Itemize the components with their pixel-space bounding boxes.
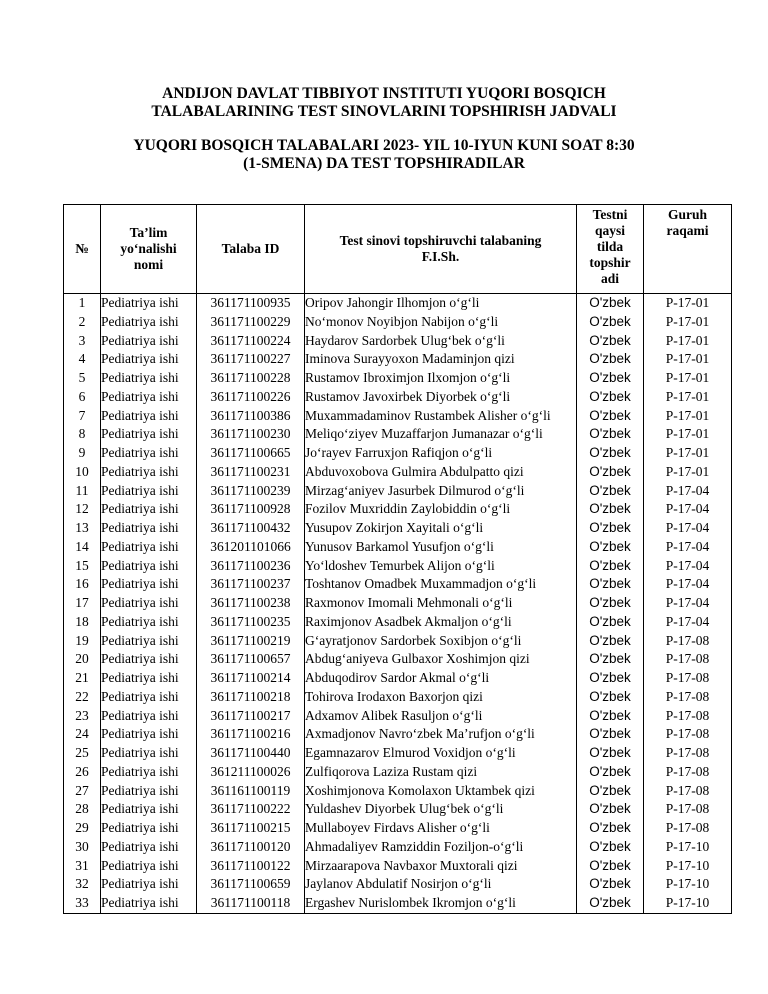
table-row <box>64 763 732 782</box>
group-number: P-17-01 <box>644 388 732 407</box>
student-name: Adxamov Alibek Rasuljon o‘g‘li <box>305 707 577 726</box>
test-language: O'zbek <box>577 482 644 501</box>
table-row <box>64 744 732 763</box>
table-row <box>64 332 732 351</box>
group-number: P-17-10 <box>644 894 732 913</box>
student-id: 361171100118 <box>197 894 305 913</box>
row-number: 18 <box>64 613 101 632</box>
group-number: P-17-08 <box>644 688 732 707</box>
test-language: O'zbek <box>577 632 644 651</box>
group-number: P-17-01 <box>644 463 732 482</box>
test-language: O'zbek <box>577 613 644 632</box>
education-direction: Pediatriya ishi <box>101 313 197 332</box>
student-id: 361201101066 <box>197 538 305 557</box>
test-language: O'zbek <box>577 425 644 444</box>
student-id: 361171100214 <box>197 669 305 688</box>
table-body <box>64 294 732 914</box>
group-number: P-17-08 <box>644 819 732 838</box>
column-header-group: Guruh raqami <box>644 205 732 294</box>
test-language: O'zbek <box>577 707 644 726</box>
group-number: P-17-08 <box>644 800 732 819</box>
test-language: O'zbek <box>577 894 644 913</box>
test-language: O'zbek <box>577 838 644 857</box>
row-number: 11 <box>64 482 101 501</box>
student-id: 361211100026 <box>197 763 305 782</box>
education-direction: Pediatriya ishi <box>101 763 197 782</box>
column-header-number: № <box>64 205 101 294</box>
table-row <box>64 482 732 501</box>
education-direction: Pediatriya ishi <box>101 369 197 388</box>
education-direction: Pediatriya ishi <box>101 594 197 613</box>
student-name: Xoshimjonova Komolaxon Uktambek qizi <box>305 782 577 801</box>
education-direction: Pediatriya ishi <box>101 819 197 838</box>
student-id: 361171100239 <box>197 482 305 501</box>
test-language: O'zbek <box>577 463 644 482</box>
student-name: Yuldashev Diyorbek Ulug‘bek o‘g‘li <box>305 800 577 819</box>
table-row <box>64 463 732 482</box>
table-row <box>64 444 732 463</box>
table-row <box>64 538 732 557</box>
test-language: O'zbek <box>577 669 644 688</box>
group-number: P-17-04 <box>644 500 732 519</box>
row-number: 5 <box>64 369 101 388</box>
table-row <box>64 613 732 632</box>
row-number: 6 <box>64 388 101 407</box>
row-number: 31 <box>64 857 101 876</box>
row-number: 22 <box>64 688 101 707</box>
test-language: O'zbek <box>577 763 644 782</box>
student-name: Yo‘ldoshev Temurbek Alijon o‘g‘li <box>305 557 577 576</box>
test-language: O'zbek <box>577 538 644 557</box>
row-number: 29 <box>64 819 101 838</box>
student-name: Rustamov Javoxirbek Diyorbek o‘g‘li <box>305 388 577 407</box>
student-name: Yunusov Barkamol Yusufjon o‘g‘li <box>305 538 577 557</box>
student-name: Jaylanov Abdulatif Nosirjon o‘g‘li <box>305 875 577 894</box>
table-row <box>64 819 732 838</box>
education-direction: Pediatriya ishi <box>101 650 197 669</box>
test-language: O'zbek <box>577 332 644 351</box>
row-number: 4 <box>64 350 101 369</box>
student-id: 361171100227 <box>197 350 305 369</box>
test-language: O'zbek <box>577 688 644 707</box>
group-number: P-17-04 <box>644 575 732 594</box>
student-id: 361171100665 <box>197 444 305 463</box>
group-number: P-17-10 <box>644 838 732 857</box>
row-number: 17 <box>64 594 101 613</box>
table-row <box>64 725 732 744</box>
test-language: O'zbek <box>577 369 644 388</box>
student-name: No‘monov Noyibjon Nabijon o‘g‘li <box>305 313 577 332</box>
table-row <box>64 650 732 669</box>
student-id: 361161100119 <box>197 782 305 801</box>
student-name: Mirzaarapova Navbaxor Muxtorali qizi <box>305 857 577 876</box>
student-id: 361171100226 <box>197 388 305 407</box>
table-row <box>64 575 732 594</box>
group-number: P-17-01 <box>644 350 732 369</box>
student-id: 361171100386 <box>197 407 305 426</box>
column-header-student-id: Talaba ID <box>197 205 305 294</box>
student-name: Rustamov Ibroximjon Ilxomjon o‘g‘li <box>305 369 577 388</box>
education-direction: Pediatriya ishi <box>101 782 197 801</box>
row-number: 30 <box>64 838 101 857</box>
title-line-2: TALABALARINING TEST SINOVLARINI TOPSHIRISH JADVALI <box>151 103 617 120</box>
education-direction: Pediatriya ishi <box>101 294 197 313</box>
row-number: 16 <box>64 575 101 594</box>
test-language: O'zbek <box>577 725 644 744</box>
group-number: P-17-01 <box>644 444 732 463</box>
student-id: 361171100216 <box>197 725 305 744</box>
student-id: 361171100228 <box>197 369 305 388</box>
row-number: 28 <box>64 800 101 819</box>
student-name: Muxammadaminov Rustambek Alisher o‘g‘li <box>305 407 577 426</box>
group-number: P-17-08 <box>644 763 732 782</box>
test-language: O'zbek <box>577 782 644 801</box>
table-row <box>64 557 732 576</box>
group-number: P-17-08 <box>644 782 732 801</box>
education-direction: Pediatriya ishi <box>101 575 197 594</box>
group-number: P-17-04 <box>644 594 732 613</box>
row-number: 9 <box>64 444 101 463</box>
row-number: 24 <box>64 725 101 744</box>
table-row <box>64 425 732 444</box>
group-number: P-17-01 <box>644 332 732 351</box>
row-number: 1 <box>64 294 101 313</box>
group-number: P-17-04 <box>644 557 732 576</box>
student-id: 361171100122 <box>197 857 305 876</box>
education-direction: Pediatriya ishi <box>101 669 197 688</box>
student-name: Ergashev Nurislombek Ikromjon o‘g‘li <box>305 894 577 913</box>
subtitle-line-2: (1-SMENA) DA TEST TOPSHIRADILAR <box>243 155 525 172</box>
student-name: Mirzag‘aniyev Jasurbek Dilmurod o‘g‘li <box>305 482 577 501</box>
row-number: 7 <box>64 407 101 426</box>
document-subtitle <box>0 137 768 173</box>
education-direction: Pediatriya ishi <box>101 557 197 576</box>
education-direction: Pediatriya ishi <box>101 425 197 444</box>
title-line-1: ANDIJON DAVLAT TIBBIYOT INSTITUTI YUQORI BOSQICH <box>162 85 606 102</box>
education-direction: Pediatriya ishi <box>101 613 197 632</box>
education-direction: Pediatriya ishi <box>101 857 197 876</box>
table-row <box>64 594 732 613</box>
row-number: 10 <box>64 463 101 482</box>
table-row <box>64 838 732 857</box>
test-language: O'zbek <box>577 350 644 369</box>
student-name: Oripov Jahongir Ilhomjon o‘g‘li <box>305 294 577 313</box>
group-number: P-17-10 <box>644 875 732 894</box>
test-language: O'zbek <box>577 388 644 407</box>
education-direction: Pediatriya ishi <box>101 894 197 913</box>
table-row <box>64 669 732 688</box>
student-id: 361171100231 <box>197 463 305 482</box>
student-id: 361171100219 <box>197 632 305 651</box>
student-id: 361171100440 <box>197 744 305 763</box>
student-name: Axmadjonov Navro‘zbek Ma’rufjon o‘g‘li <box>305 725 577 744</box>
education-direction: Pediatriya ishi <box>101 632 197 651</box>
test-language: O'zbek <box>577 294 644 313</box>
group-number: P-17-04 <box>644 519 732 538</box>
table-row <box>64 707 732 726</box>
test-language: O'zbek <box>577 744 644 763</box>
student-id: 361171100657 <box>197 650 305 669</box>
test-language: O'zbek <box>577 519 644 538</box>
education-direction: Pediatriya ishi <box>101 350 197 369</box>
row-number: 14 <box>64 538 101 557</box>
schedule-table <box>63 204 732 914</box>
table-row <box>64 857 732 876</box>
test-language: O'zbek <box>577 819 644 838</box>
student-name: Raxmonov Imomali Mehmonali o‘g‘li <box>305 594 577 613</box>
student-name: Zulfiqorova Laziza Rustam qizi <box>305 763 577 782</box>
student-id: 361171100215 <box>197 819 305 838</box>
row-number: 2 <box>64 313 101 332</box>
student-id: 361171100237 <box>197 575 305 594</box>
student-id: 361171100230 <box>197 425 305 444</box>
student-id: 361171100928 <box>197 500 305 519</box>
table-row <box>64 500 732 519</box>
education-direction: Pediatriya ishi <box>101 875 197 894</box>
group-number: P-17-08 <box>644 632 732 651</box>
student-name: Haydarov Sardorbek Ulug‘bek o‘g‘li <box>305 332 577 351</box>
column-header-student-name: Test sinovi topshiruvchi talabaning F.I.Sh. <box>305 205 577 294</box>
student-name: Egamnazarov Elmurod Voxidjon o‘g‘li <box>305 744 577 763</box>
student-id: 361171100217 <box>197 707 305 726</box>
group-number: P-17-01 <box>644 407 732 426</box>
row-number: 27 <box>64 782 101 801</box>
row-number: 20 <box>64 650 101 669</box>
table-row <box>64 388 732 407</box>
student-name: Jo‘rayev Farruxjon Rafiqjon o‘g‘li <box>305 444 577 463</box>
student-name: Meliqo‘ziyev Muzaffarjon Jumanazar o‘g‘li <box>305 425 577 444</box>
student-id: 361171100222 <box>197 800 305 819</box>
student-id: 361171100238 <box>197 594 305 613</box>
group-number: P-17-08 <box>644 650 732 669</box>
student-name: Fozilov Muxriddin Zaylobiddin o‘g‘li <box>305 500 577 519</box>
group-number: P-17-04 <box>644 482 732 501</box>
table-row <box>64 875 732 894</box>
row-number: 25 <box>64 744 101 763</box>
row-number: 26 <box>64 763 101 782</box>
test-language: O'zbek <box>577 407 644 426</box>
student-name: Mullaboyev Firdavs Alisher o‘g‘li <box>305 819 577 838</box>
table-row <box>64 782 732 801</box>
test-language: O'zbek <box>577 313 644 332</box>
education-direction: Pediatriya ishi <box>101 407 197 426</box>
education-direction: Pediatriya ishi <box>101 482 197 501</box>
row-number: 19 <box>64 632 101 651</box>
student-name: Raximjonov Asadbek Akmaljon o‘g‘li <box>305 613 577 632</box>
education-direction: Pediatriya ishi <box>101 444 197 463</box>
test-language: O'zbek <box>577 594 644 613</box>
test-language: O'zbek <box>577 444 644 463</box>
education-direction: Pediatriya ishi <box>101 707 197 726</box>
student-name: Abdug‘aniyeva Gulbaxor Xoshimjon qizi <box>305 650 577 669</box>
group-number: P-17-01 <box>644 294 732 313</box>
row-number: 15 <box>64 557 101 576</box>
student-id: 361171100224 <box>197 332 305 351</box>
education-direction: Pediatriya ishi <box>101 388 197 407</box>
group-number: P-17-08 <box>644 707 732 726</box>
table-row <box>64 800 732 819</box>
education-direction: Pediatriya ishi <box>101 538 197 557</box>
row-number: 3 <box>64 332 101 351</box>
row-number: 12 <box>64 500 101 519</box>
row-number: 23 <box>64 707 101 726</box>
student-name: Abduvoxobova Gulmira Abdulpatto qizi <box>305 463 577 482</box>
education-direction: Pediatriya ishi <box>101 725 197 744</box>
column-header-direction: Ta’lim yo‘nalishi nomi <box>101 205 197 294</box>
group-number: P-17-08 <box>644 744 732 763</box>
group-number: P-17-10 <box>644 857 732 876</box>
group-number: P-17-01 <box>644 425 732 444</box>
row-number: 32 <box>64 875 101 894</box>
subtitle-line-1: YUQORI BOSQICH TALABALARI 2023- YIL 10-IYUN KUNI SOAT 8:30 <box>133 137 635 154</box>
student-id: 361171100659 <box>197 875 305 894</box>
table-row <box>64 519 732 538</box>
group-number: P-17-08 <box>644 669 732 688</box>
table-row <box>64 313 732 332</box>
table-row <box>64 294 732 313</box>
student-name: Iminova Surayyoxon Madaminjon qizi <box>305 350 577 369</box>
test-language: O'zbek <box>577 875 644 894</box>
student-name: Abduqodirov Sardor Akmal o‘g‘li <box>305 669 577 688</box>
row-number: 13 <box>64 519 101 538</box>
student-id: 361171100935 <box>197 294 305 313</box>
group-number: P-17-01 <box>644 313 732 332</box>
education-direction: Pediatriya ishi <box>101 500 197 519</box>
student-id: 361171100229 <box>197 313 305 332</box>
student-id: 361171100432 <box>197 519 305 538</box>
test-language: O'zbek <box>577 575 644 594</box>
student-name: Ahmadaliyev Ramziddin Foziljon-o‘g‘li <box>305 838 577 857</box>
student-name: G‘ayratjonov Sardorbek Soxibjon o‘g‘li <box>305 632 577 651</box>
table-row <box>64 369 732 388</box>
education-direction: Pediatriya ishi <box>101 688 197 707</box>
row-number: 33 <box>64 894 101 913</box>
group-number: P-17-04 <box>644 538 732 557</box>
table-header <box>64 205 732 294</box>
table-row <box>64 688 732 707</box>
test-language: O'zbek <box>577 650 644 669</box>
student-name: Yusupov Zokirjon Xayitali o‘g‘li <box>305 519 577 538</box>
table-row <box>64 407 732 426</box>
test-language: O'zbek <box>577 800 644 819</box>
education-direction: Pediatriya ishi <box>101 744 197 763</box>
student-id: 361171100236 <box>197 557 305 576</box>
student-name: Tohirova Irodaxon Baxorjon qizi <box>305 688 577 707</box>
row-number: 8 <box>64 425 101 444</box>
student-name: Toshtanov Omadbek Muxammadjon o‘g‘li <box>305 575 577 594</box>
row-number: 21 <box>64 669 101 688</box>
table-row <box>64 632 732 651</box>
table-row <box>64 894 732 913</box>
test-language: O'zbek <box>577 557 644 576</box>
group-number: P-17-08 <box>644 725 732 744</box>
student-id: 361171100235 <box>197 613 305 632</box>
test-language: O'zbek <box>577 500 644 519</box>
education-direction: Pediatriya ishi <box>101 332 197 351</box>
test-language: O'zbek <box>577 857 644 876</box>
document-title <box>0 85 768 121</box>
education-direction: Pediatriya ishi <box>101 519 197 538</box>
group-number: P-17-01 <box>644 369 732 388</box>
student-id: 361171100218 <box>197 688 305 707</box>
education-direction: Pediatriya ishi <box>101 838 197 857</box>
group-number: P-17-04 <box>644 613 732 632</box>
column-header-test-language: Testni qaysi tilda topshir adi <box>577 205 644 294</box>
table-row <box>64 350 732 369</box>
student-id: 361171100120 <box>197 838 305 857</box>
education-direction: Pediatriya ishi <box>101 463 197 482</box>
education-direction: Pediatriya ishi <box>101 800 197 819</box>
